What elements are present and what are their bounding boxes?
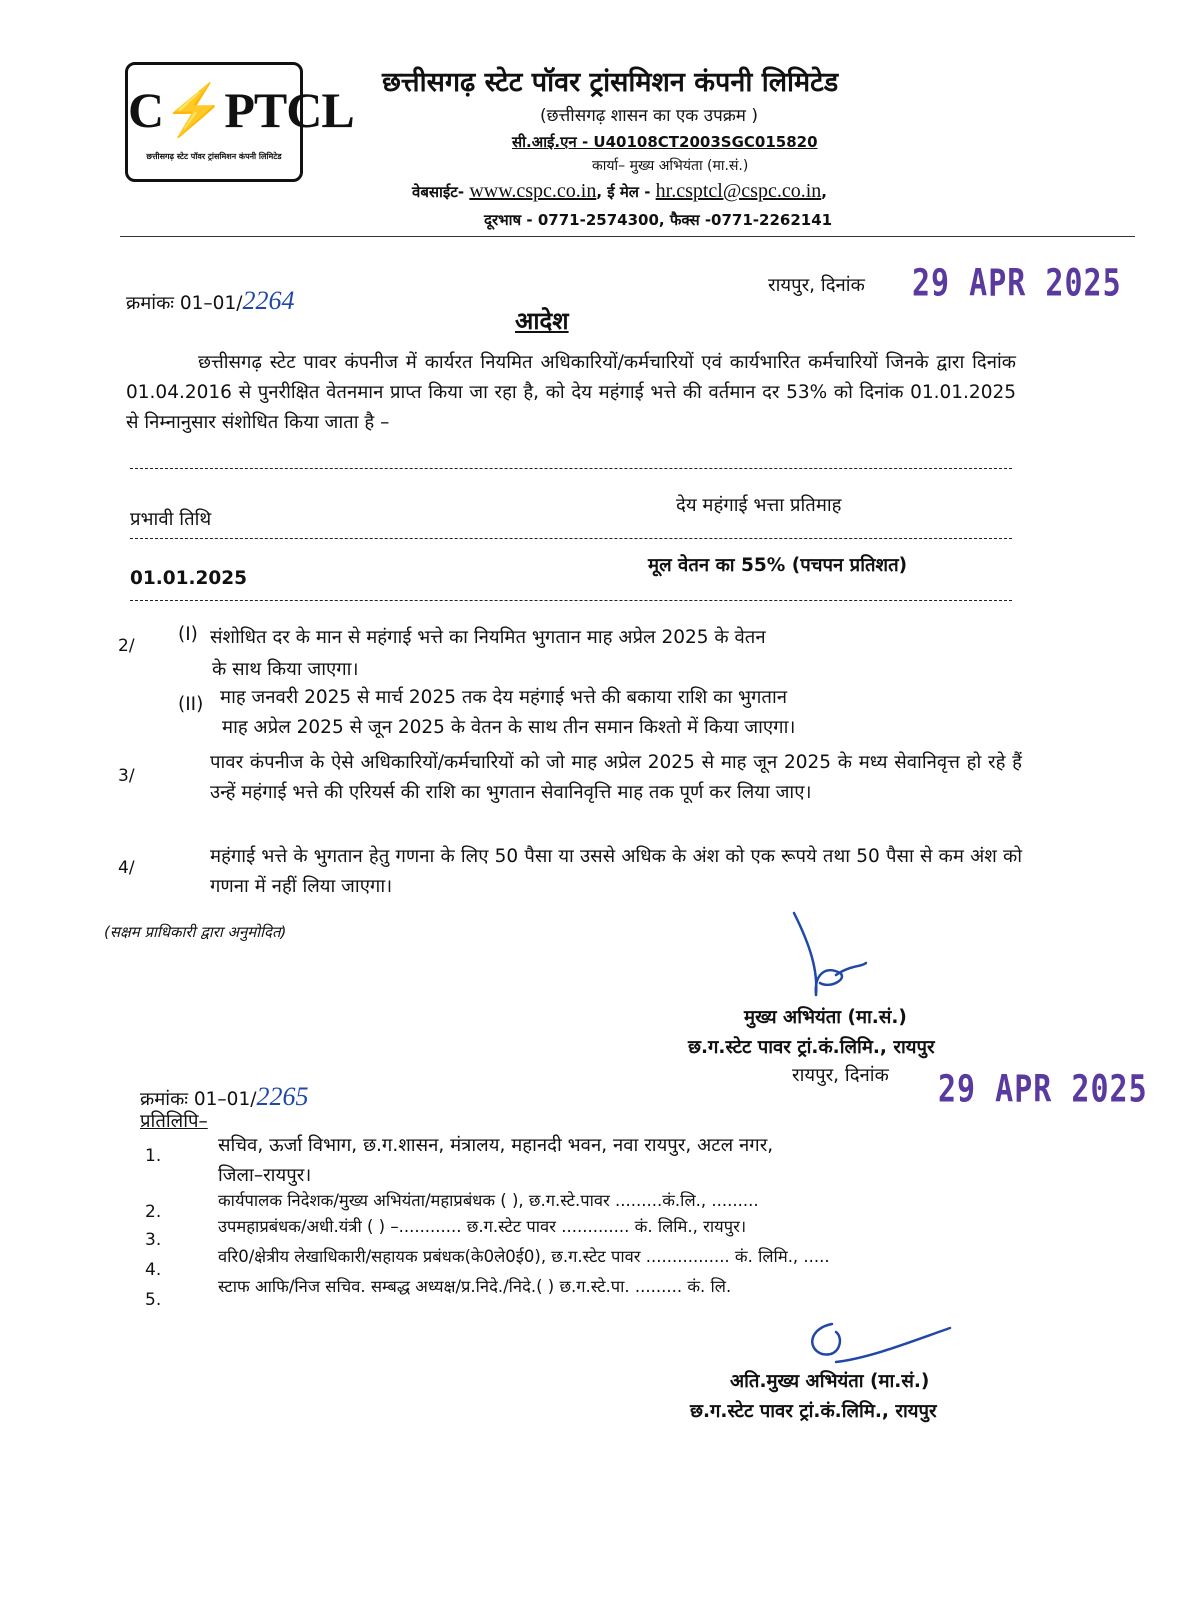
table-rule-mid <box>130 538 1012 539</box>
table-rule-top <box>130 468 1012 469</box>
contact-line <box>412 180 827 203</box>
order-place-date: रायपुर, दिनांक <box>768 275 865 296</box>
signatory-2-org: छ.ग.स्टेट पावर ट्रां.कं.लिमि., रायपुर <box>690 1401 937 1422</box>
copy-item-4-num: 4. <box>145 1260 162 1280</box>
website-link[interactable]: www.cspc.co.in <box>469 180 597 202</box>
copy-item-4-line1: वरि0/क्षेत्रीय लेखाधिकारी/सहायक प्रबंधक(के0ले0ई0), छ.ग.स्टेट पावर ................ कं. लिमि., ..... <box>218 1247 830 1266</box>
point-2-i-line2: के साथ किया जाएगा। <box>212 659 359 680</box>
point-4-number: 4/ <box>118 858 135 878</box>
phone-line: दूरभाष - 0771-2574300, फैक्स -0771-2262141 <box>484 211 833 229</box>
copy-item-2-num: 2. <box>145 1202 162 1222</box>
table-col2-header: देय महंगाई भत्ता प्रतिमाह <box>676 495 842 516</box>
copy-item-3-line1: उपमहाप्रबंधक/अधी.यंत्री ( ) –............ छ.ग.स्टेट पावर ............. कं. लिमि., रायपुर। <box>218 1217 747 1236</box>
table-row-date: 01.01.2025 <box>130 568 248 589</box>
order-ref-number: 2264 <box>242 286 295 315</box>
email-link[interactable]: hr.csptcl@cspc.co.in <box>655 180 822 202</box>
email-suffix: , <box>821 183 827 201</box>
header-divider <box>120 236 1135 237</box>
approval-note: (सक्षम प्राधिकारी द्वारा अनुमोदित) <box>104 923 287 941</box>
copy-item-1-line1: सचिव, ऊर्जा विभाग, छ.ग.शासन, मंत्रालय, महानदी भवन, नवा रायपुर, अटल नगर, <box>218 1135 774 1156</box>
copy-item-3-num: 3. <box>145 1230 162 1250</box>
logo-subtext: छत्तीसगढ़ स्टेट पॉवर ट्रांसमिशन कंपनी लिमिटेड <box>146 152 282 161</box>
point-2-ii-line2: माह अप्रेल 2025 से जून 2025 के वेतन के साथ तीन समान किश्तो में किया जाएगा। <box>222 717 796 738</box>
copy-date-stamp: 29 APR 2025 <box>938 1067 1148 1112</box>
website-label: वेबसाईट- <box>412 183 470 201</box>
point-2-ii-line1: माह जनवरी 2025 से मार्च 2025 तक देय महंगाई भत्ते की बकाया राशि का भुगतान <box>220 687 788 708</box>
cin-label: सी.आई.एन - <box>512 133 594 151</box>
copy-item-1-num: 1. <box>145 1146 162 1166</box>
signatory-1-designation: मुख्य अभियंता (मा.सं.) <box>744 1007 907 1028</box>
signatory-1-org: छ.ग.स्टेट पावर ट्रां.कं.लिमि., रायपुर <box>688 1037 935 1058</box>
order-intro: छत्तीसगढ़ स्टेट पावर कंपनीज में कार्यरत नियमित अधिकारियों/कर्मचारियों एवं कार्यभारित कर्मचारियों जिनके द्वारा दिनांक 01.04.2016 से पुनरीक्षित वेतनमान प्राप्त किया जा रहा है, को देय महंगाई भत्ते की वर्तमान दर 53% को दिनांक 01.01.2025 से निम्नानुसार संशोधित किया जाता है – <box>126 352 1016 433</box>
point-2-number: 2/ <box>118 636 135 656</box>
point-4-text: महंगाई भत्ते के भुगतान हेतु गणना के लिए 50 पैसा या उससे अधिक के अंश को एक रूपये तथा 50 पैसा से कम अंश को गणना में नहीं लिया जाएगा। <box>210 846 1022 897</box>
point-3-number: 3/ <box>118 766 135 786</box>
point-2-i-line1: संशोधित दर के मान से महंगाई भत्ते का नियमित भुगतान माह अप्रेल 2025 के वेतन <box>210 627 766 648</box>
copy-item-2-line1: कार्यपालक निदेशक/मुख्य अभियंता/महाप्रबंधक ( ), छ.ग.स्टे.पावर .........कं.लि., ......... <box>218 1191 759 1210</box>
logo-text: C⚡PTCL <box>128 82 354 138</box>
point-2-i-label: (I) <box>178 624 198 645</box>
cin-line <box>512 132 818 152</box>
copy-item-5-num: 5. <box>145 1290 162 1310</box>
point-3-text: पावर कंपनीज के ऐसे अधिकारियों/कर्मचारियों को जो माह अप्रेल 2025 से माह जून 2025 के मध्य सेवानिवृत्त हो रहे हैं उन्हें महंगाई भत्ते की एरियर्स की राशि का भुगतान सेवानिवृत्ति माह तक पूर्ण कर लिया जाए। <box>210 752 1022 803</box>
email-label: , ई मेल - <box>596 183 656 201</box>
order-ref <box>126 286 294 316</box>
cin-number: U40108CT2003SGC015820 <box>593 133 818 151</box>
office-line: कार्या– मुख्य अभियंता (मा.सं.) <box>592 158 749 174</box>
table-row-rate: मूल वेतन का 55% (पचपन प्रतिशत) <box>648 555 908 576</box>
table-col1-header: प्रभावी तिथि <box>130 509 212 530</box>
company-subtitle: (छत्तीसगढ़ शासन का एक उपक्रम ) <box>540 106 758 126</box>
copy-ref-label: क्रमांकः 01–01/ <box>140 1089 257 1110</box>
company-logo <box>125 62 354 182</box>
copy-item-5-line1: स्टाफ आफि/निज सचिव. सम्बद्ध अध्यक्ष/प्र.निदे./निदे.( ) छ.ग.स्टे.पा. ......... कं. लि. <box>218 1277 732 1296</box>
order-title: आदेश <box>515 307 569 335</box>
signatory-2-designation: अति.मुख्य अभियंता (मा.सं.) <box>730 1371 930 1392</box>
order-date-stamp: 29 APR 2025 <box>912 261 1122 306</box>
order-ref-label: क्रमांकः 01–01/ <box>126 293 243 314</box>
copy-item-1-line2: जिला–रायपुर। <box>218 1165 312 1186</box>
company-name: छत्तीसगढ़ स्टेट पॉवर ट्रांसमिशन कंपनी लिमिटेड <box>382 67 839 98</box>
signature-1 <box>770 905 880 1010</box>
copy-place-date: रायपुर, दिनांक <box>792 1065 889 1086</box>
copy-ref-number: 2265 <box>256 1082 309 1111</box>
point-2-ii-label: (II) <box>178 694 204 715</box>
copy-heading: प्रतिलिपि– <box>140 1111 208 1132</box>
table-rule-bottom <box>130 600 1012 601</box>
